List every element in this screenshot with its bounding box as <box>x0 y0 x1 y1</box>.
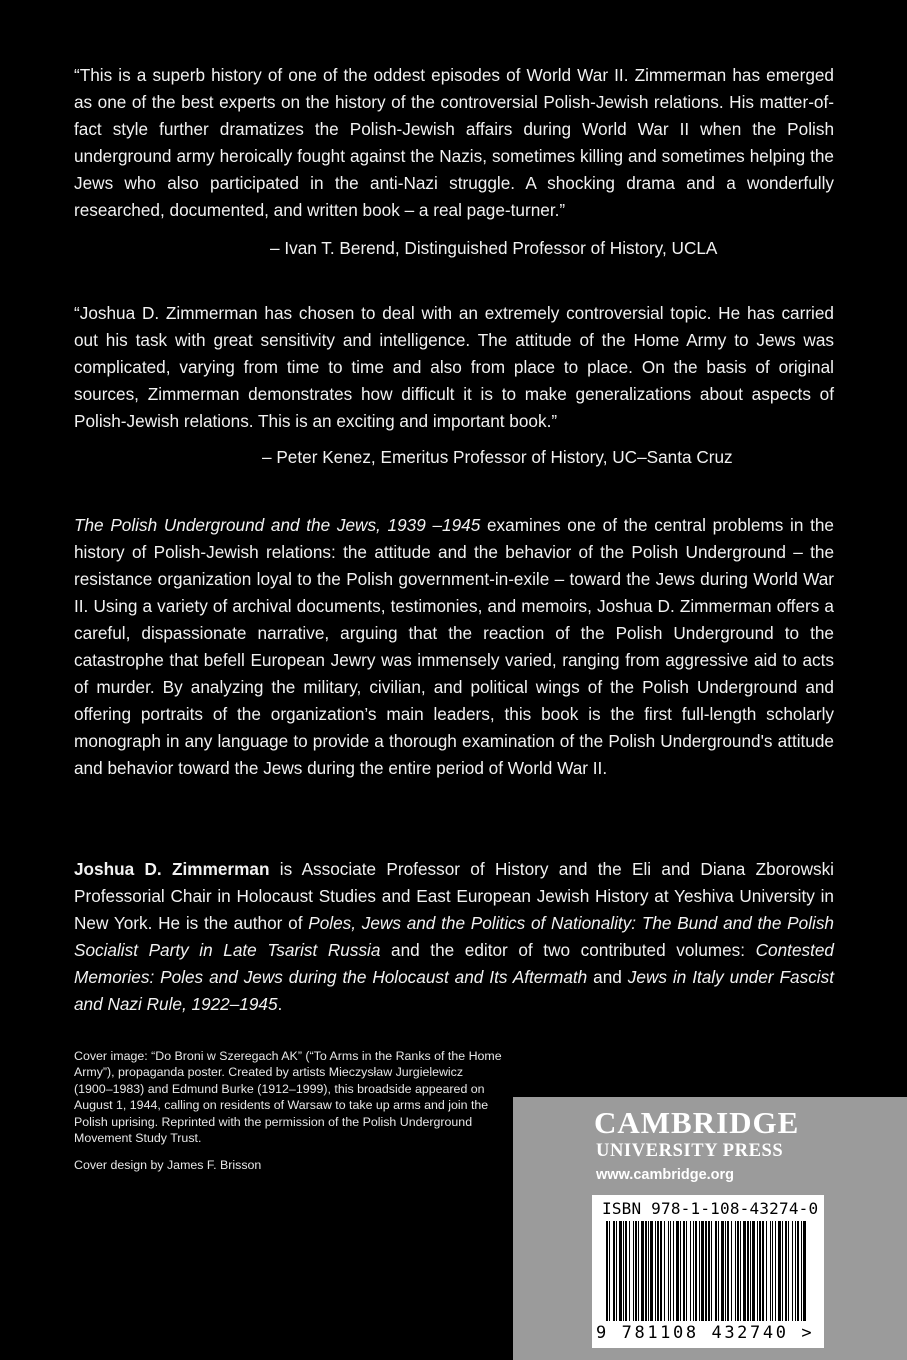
cover-image-credit: Cover image: “Do Broni w Szeregach AK” (“To Arms in the Ranks of the Home Army”), propaganda poster. Created by artists Mieczysław Jurgielewicz (1900–1983) and Edmund Burke (1912–1999), this broadside appeared on August 1, 1944, calling on residents of Warsaw to take up arms and join the Polish uprising. Reprinted with the permission of the Polish Underground Movement Study Trust. <box>74 1049 502 1146</box>
author-book-1: Poles, Jews and the Politics of Nationality: The Bund and the Polish Socialist Party in Late Tsarist Russia <box>74 913 834 960</box>
publisher-website: www.cambridge.org <box>596 1167 735 1183</box>
publisher-panel <box>513 1097 907 1360</box>
description-body: examines one of the central problems in the history of Polish-Jewish relations: the attitude and the behavior of the Polish Underground – the resistance organization loyal to the Polish government-in-exile – toward the Jews during World War II. Using a variety of archival documents, testimonies, and memoirs, Joshua D. Zimmerman offers a careful, dispassionate narrative, arguing that the reaction of the Polish Underground to the catastrophe that befell European Jewry was immensely varied, ranging from aggressive aid to acts of murder. By analyzing the military, civilian, and political wings of the Polish Underground and offering portraits of the organization’s main leaders, this book is the first full-length scholarly monograph in any language to provide a thorough examination of the Polish Underground's attitude and behavior toward the Jews during the entire period of World War II. <box>74 515 834 778</box>
barcode-bars <box>606 1221 810 1321</box>
praise-quote-1 <box>74 62 834 224</box>
isbn-barcode <box>592 1195 824 1348</box>
cover-design-credit: Cover design by James F. Brisson <box>74 1158 262 1172</box>
edited-volume-1: Contested Memories: Poles and Jews during the Holocaust and Its Aftermath <box>74 940 834 987</box>
quote-2-attribution: – Peter Kenez, Emeritus Professor of History, UC–Santa Cruz <box>262 447 733 467</box>
author-name: Joshua D. Zimmerman <box>74 859 270 879</box>
isbn-label: ISBN 978-1-108-43274-0 <box>602 1199 819 1218</box>
edited-volume-2: Jews in Italy under Fascist and Nazi Rule, 1922–1945 <box>74 967 834 1014</box>
barcode-digits: 9 781108 432740 > <box>596 1323 815 1343</box>
author-bio: Joshua D. Zimmerman is Associate Professor of History and the Eli and Diana Zborowski Professorial Chair in Holocaust Studies and East European Jewish History at Yeshiva University in New York. He is the author of Poles, Jews and the Politics of Nationality: The Bund and the Polish Socialist Party in Late Tsarist Russia and the editor of two contributed volumes: Contested Memories: Poles and Jews during the Holocaust and Its Aftermath and Jews in Italy under Fascist and Nazi Rule, 1922–1945. <box>74 859 834 1014</box>
praise-quote-2 <box>74 300 834 435</box>
book-description <box>74 512 834 782</box>
publisher-name: CAMBRIDGE <box>594 1105 800 1140</box>
quote-2-text: “Joshua D. Zimmerman has chosen to deal with an extremely controversial topic. He has carried out his task with great sensitivity and intelligence. The attitude of the Home Army to Jews was complicated, varying from time to time and also from place to place. On the basis of original sources, Zimmerman demonstrates how difficult it is to make generalizations about aspects of Polish-Jewish relations. This is an exciting and important book.” <box>74 303 834 431</box>
quote-1-attribution: – Ivan T. Berend, Distinguished Professor of History, UCLA <box>270 238 718 258</box>
quote-1-text: “This is a superb history of one of the oddest episodes of World War II. Zimmerman has emerged as one of the best experts on the history of the controversial Polish-Jewish relations. His matter-of-fact style further dramatizes the Polish-Jewish affairs during World War II when the Polish underground army heroically fought against the Nazis, sometimes killing and sometimes helping the Jews who also participated in the anti-Nazi struggle. A shocking drama and a wonderfully researched, documented, and written book – a real page-turner.” <box>74 65 834 220</box>
book-title: The Polish Underground and the Jews, 1939 –1945 <box>74 515 481 535</box>
publisher-subtitle: UNIVERSITY PRESS <box>596 1141 784 1161</box>
